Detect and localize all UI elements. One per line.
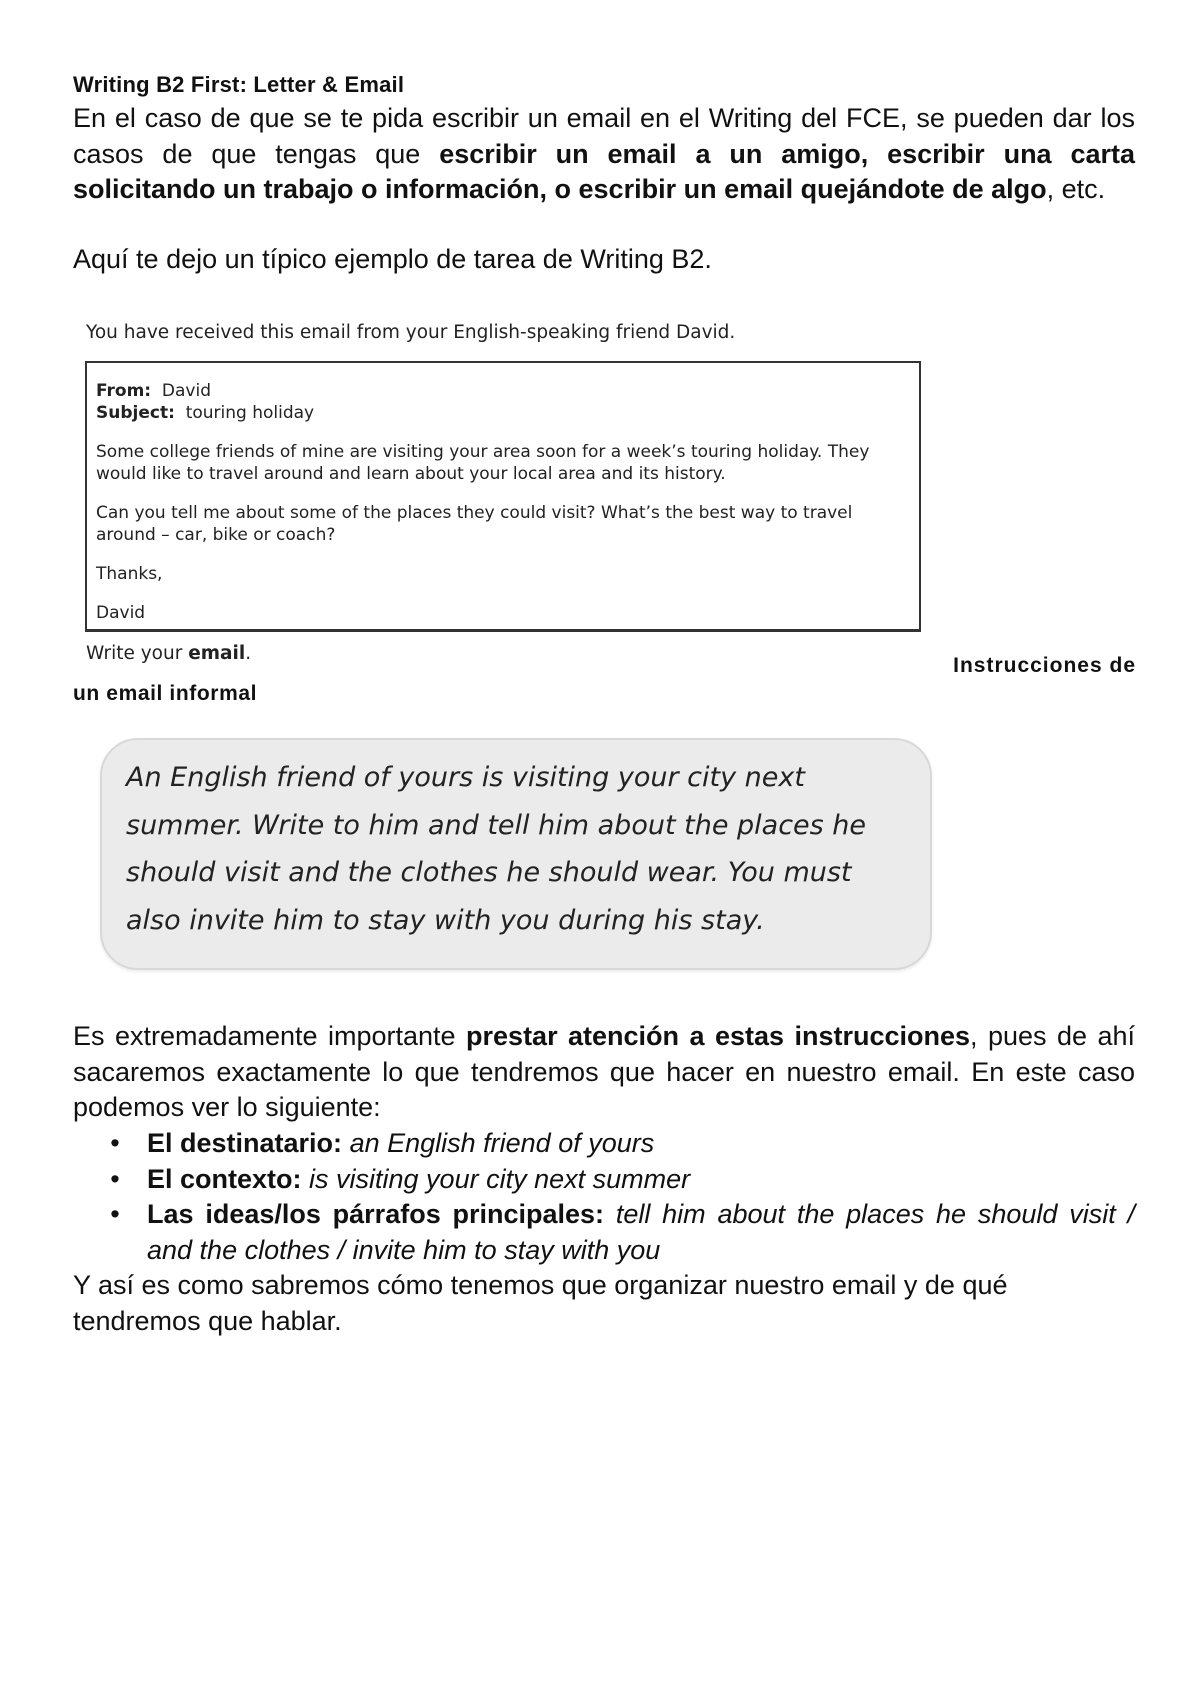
- email-body-paragraph-2: Can you tell me about some of the places they could visit? What’s the best way to travel around – car, bike or coach?: [96, 503, 853, 545]
- bullet-icon: •: [110, 1163, 120, 1194]
- sample-email-box: [85, 361, 921, 632]
- key-points-list: [105, 1126, 1135, 1268]
- instructions-heading-part-2: un email informal: [73, 682, 258, 705]
- analysis-text-end: , pues de ahí sacaremos exactamente lo que tendremos que hacer en nuestro email. En este caso podemos ver lo siguiente:: [73, 1021, 1135, 1122]
- task-intro-line: You have received this email from your English-speaking friend David.: [86, 322, 736, 343]
- email-from-label: From:: [96, 381, 152, 401]
- intro-paragraph: [73, 101, 1135, 208]
- bullet-text: tell him about the places he should visit / and the clothes / invite him to stay with you: [147, 1199, 1135, 1265]
- list-item: [105, 1126, 1135, 1162]
- intro-text-end: , etc.: [1046, 174, 1106, 204]
- email-closing: Thanks,: [96, 564, 163, 584]
- write-your-email-line: [86, 643, 251, 664]
- analysis-text: Es extremadamente importante: [73, 1021, 467, 1051]
- bullet-text: is visiting your city next summer: [309, 1163, 691, 1194]
- bullet-icon: •: [110, 1199, 120, 1229]
- list-item: [105, 1162, 1135, 1198]
- closing-paragraph: Y así es como sabremos cómo tenemos que organizar nuestro email y de qué tendremos que hablar.: [73, 1270, 1008, 1336]
- email-subject-row: [96, 402, 909, 424]
- email-subject-label: Subject:: [96, 403, 175, 423]
- write-suffix: .: [245, 643, 252, 664]
- bullet-icon: •: [110, 1128, 120, 1158]
- bullet-label: El contexto:: [147, 1163, 302, 1194]
- email-from-value: David: [161, 381, 212, 401]
- bullet-text: an English friend of yours: [349, 1128, 655, 1158]
- email-body-paragraph-1: Some college friends of mine are visiting your area soon for a week’s touring holiday. They would like to travel around and learn about your local area and its history.: [96, 442, 870, 484]
- intro-example-line: Aquí te dejo un típico ejemplo de tarea de Writing B2.: [73, 244, 712, 274]
- analysis-paragraph: [73, 1019, 1135, 1126]
- write-prefix: Write your: [86, 643, 189, 664]
- intro-text: En el caso de que se te pida escribir un email en el Writing del FCE, se pueden dar los casos de que tengas que: [73, 103, 1135, 169]
- analysis-bold-text: prestar atención a estas instrucciones: [466, 1021, 971, 1051]
- page-title: Writing B2 First: Letter & Email: [73, 72, 405, 97]
- email-signature: David: [96, 603, 146, 623]
- list-item: [105, 1197, 1135, 1268]
- bullet-label: El destinatario:: [147, 1128, 343, 1158]
- instructions-heading-part-1: Instrucciones de: [953, 654, 1136, 677]
- bullet-label: Las ideas/los párrafos principales:: [147, 1199, 605, 1229]
- write-bold: email: [188, 643, 246, 664]
- task-prompt-box: An English friend of yours is visiting your city next summer. Write to him and tell him about the places he should visit and the clothes he should wear. You must also invite him to stay with you during his stay.: [100, 738, 932, 970]
- email-subject-value: touring holiday: [185, 403, 315, 423]
- email-from-row: [96, 380, 909, 402]
- intro-bold-text: escribir un email a un amigo, escribir una carta solicitando un trabajo o información, o escribir un email quejándote de algo: [73, 138, 1136, 204]
